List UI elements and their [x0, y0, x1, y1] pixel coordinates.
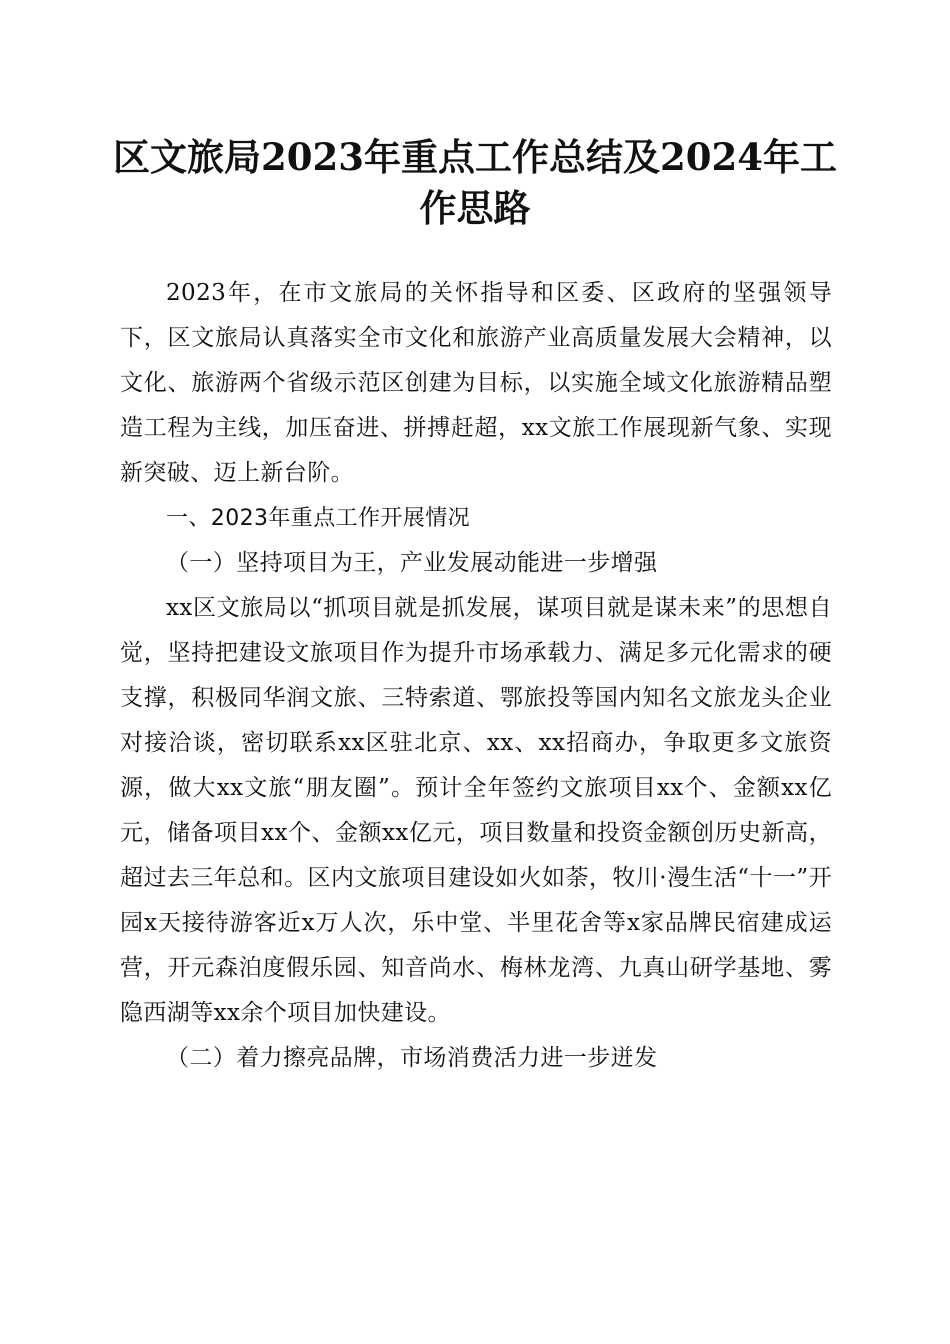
document-body: [120, 271, 832, 1081]
intro-paragraph: 2023年，在市文旅局的关怀指导和区委、区政府的坚强领导下，区文旅局认真落实全市文化和旅游产业高质量发展大会精神，以文化、旅游两个省级示范区创建为目标，以实施全域文化旅游精品塑造工程为主线，加压奋进、拼搏赶超，xx文旅工作展现新气象、实现新突破、迈上新台阶。: [120, 280, 832, 486]
document-title: 区文旅局2023年重点工作总结及2024年工作思路: [113, 135, 837, 230]
section-heading-1: 一、2023年重点工作开展情况: [166, 506, 470, 531]
subsection-1-paragraph: xx区文旅局以“抓项目就是抓发展，谋项目就是谋未来”的思想自觉，坚持把建设文旅项目作为提升市场承载力、满足多元化需求的硬支撑，积极同华润文旅、三特索道、鄂旅投等国内知名文旅龙头企业对接洽谈，密切联系xx区驻北京、xx、xx招商办，争取更多文旅资源，做大xx文旅“朋友圈”。预计全年签约文旅项目xx个、金额xx亿元，储备项目xx个、金额xx亿元，项目数量和投资金额创历史新高，超过去三年总和。区内文旅项目建设如火如荼，牧川·漫生活“十一”开园x天接待游客近x万人次，乐中堂、半里花舍等x家品牌民宿建成运营，开元森泊度假乐园、知音尚水、梅林龙湾、九真山研学基地、雾隐西湖等xx余个项目加快建设。: [120, 595, 832, 1026]
subsection-heading-2: （二）着力擦亮品牌，市场消费活力进一步迸发: [166, 1045, 658, 1071]
subsection-heading-1: （一）坚持项目为王，产业发展动能进一步增强: [166, 550, 658, 576]
